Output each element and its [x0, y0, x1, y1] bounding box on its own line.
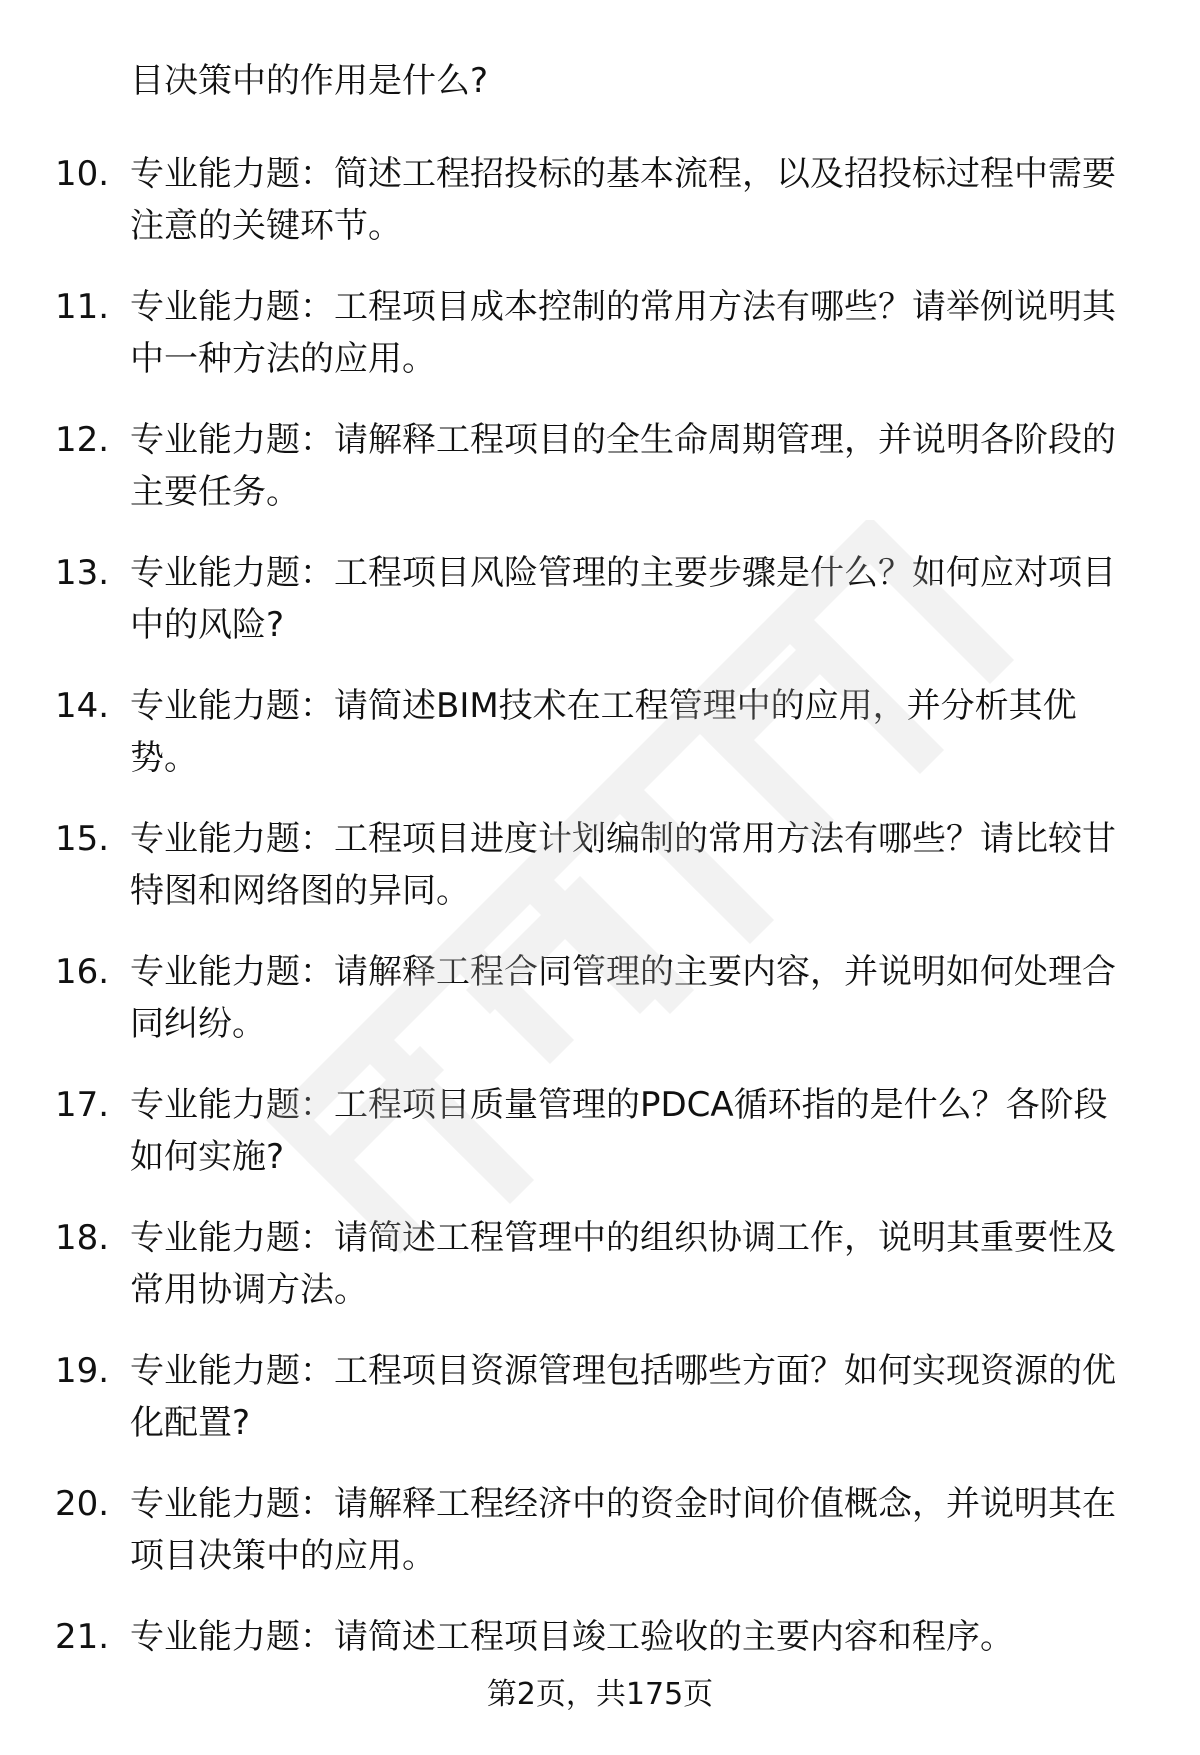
question-list [0, 148, 1200, 1744]
question-number: 11. [55, 287, 110, 327]
question-item [0, 946, 1200, 1079]
question-text: 专业能力题：请解释工程经济中的资金时间价值概念，并说明其在项目决策中的应用。 [130, 1484, 1116, 1576]
question-item [0, 547, 1200, 680]
question-item [0, 680, 1200, 813]
question-item [0, 1212, 1200, 1345]
question-item [0, 281, 1200, 414]
question-text: 专业能力题：请简述BIM技术在工程管理中的应用，并分析其优势。 [130, 686, 1077, 778]
question-text: 专业能力题：请简述工程项目竣工验收的主要内容和程序。 [130, 1617, 1014, 1657]
question-item [0, 1079, 1200, 1212]
question-number: 14. [55, 686, 110, 726]
question-number: 18. [55, 1218, 110, 1258]
question-text: 专业能力题：工程项目成本控制的常用方法有哪些？请举例说明其中一种方法的应用。 [130, 287, 1116, 379]
question-number: 10. [55, 154, 110, 194]
continuation-text: 目决策中的作用是什么? [130, 61, 489, 101]
question-text: 专业能力题：工程项目质量管理的PDCA循环指的是什么？各阶段如何实施? [130, 1085, 1108, 1177]
question-text: 专业能力题：工程项目进度计划编制的常用方法有哪些？请比较甘特图和网络图的异同。 [130, 819, 1116, 911]
question-text: 专业能力题：请简述工程管理中的组织协调工作，说明其重要性及常用协调方法。 [130, 1218, 1116, 1310]
question-text: 专业能力题：简述工程招投标的基本流程，以及招投标过程中需要注意的关键环节。 [130, 154, 1116, 246]
question-number: 20. [55, 1484, 110, 1524]
question-item [0, 1478, 1200, 1611]
page-footer: 第2页，共175页 [486, 1677, 714, 1712]
question-number: 19. [55, 1351, 110, 1391]
question-number: 15. [55, 819, 110, 859]
question-text: 专业能力题：工程项目风险管理的主要步骤是什么？如何应对项目中的风险? [130, 553, 1116, 645]
question-number: 16. [55, 952, 110, 992]
question-item [0, 148, 1200, 281]
question-item [0, 1345, 1200, 1478]
question-number: 13. [55, 553, 110, 593]
question-number: 21. [55, 1617, 110, 1657]
question-text: 专业能力题：工程项目资源管理包括哪些方面？如何实现资源的优化配置? [130, 1351, 1116, 1443]
question-text: 专业能力题：请解释工程项目的全生命周期管理，并说明各阶段的主要任务。 [130, 420, 1116, 512]
question-number: 12. [55, 420, 110, 460]
question-item [0, 414, 1200, 547]
question-number: 17. [55, 1085, 110, 1125]
question-item [0, 813, 1200, 946]
question-text: 专业能力题：请解释工程合同管理的主要内容，并说明如何处理合同纠纷。 [130, 952, 1116, 1044]
